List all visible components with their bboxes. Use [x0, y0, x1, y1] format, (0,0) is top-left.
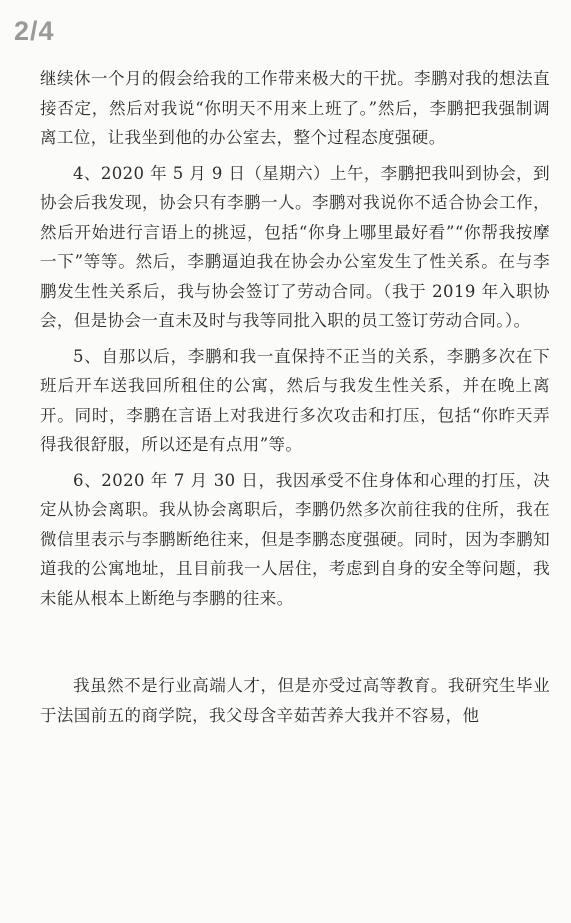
paragraph-item-6: 6、2020 年 7 月 30 日，我因承受不住身体和心理的打压，决定从协会离职。我从协会离职后，李鹏仍然多次前往我的住所，我在微信里表示与李鹏断绝往来，但是李鹏态度强硬。同时，因为李鹏知道我的公寓地址，且目前我一人居住，考虑到自身的安全等问题，我未能从根本上断绝与李鹏的往来。: [40, 470, 550, 608]
paragraph-item-5: 5、自那以后，李鹏和我一直保持不正当的关系，李鹏多次在下班后开车送我回所租住的公寓，然后与我发生性关系，并在晚上离开。同时，李鹏在言语上对我进行多次攻击和打压，包括“你昨天弄得我很舒服，所以还是有点用”等。: [40, 346, 550, 454]
page-indicator: 2/4: [14, 16, 55, 46]
paragraph-continuation: 继续休一个月的假会给我的工作带来极大的干扰。李鹏对我的想法直接否定，然后对我说“你明天不用来上班了。”然后，李鹏把我强制调离工位，让我坐到他的办公室去，整个过程态度强硬。: [40, 69, 550, 147]
paragraph-item-4: 4、2020 年 5 月 9 日（星期六）上午，李鹏把我叫到协会，到协会后我发现，协会只有李鹏一人。李鹏对我说你不适合协会工作，然后开始进行言语上的挑逗，包括“你身上哪里最好看”“你帮我按摩一下”等等。然后，李鹏逼迫我在协会办公室发生了性关系。在与李鹏发生性关系后，我与协会签订了劳动合同。（我于 2019 年入职协会，但是协会一直未及时与我等同批入职的员工签订劳动合同。）。: [40, 163, 550, 330]
document-body: [40, 64, 550, 730]
paragraph-closing: 我虽然不是行业高端人才，但是亦受过高等教育。我研究生毕业于法国前五的商学院，我父母含辛茹苦养大我并不容易，他: [40, 676, 550, 725]
